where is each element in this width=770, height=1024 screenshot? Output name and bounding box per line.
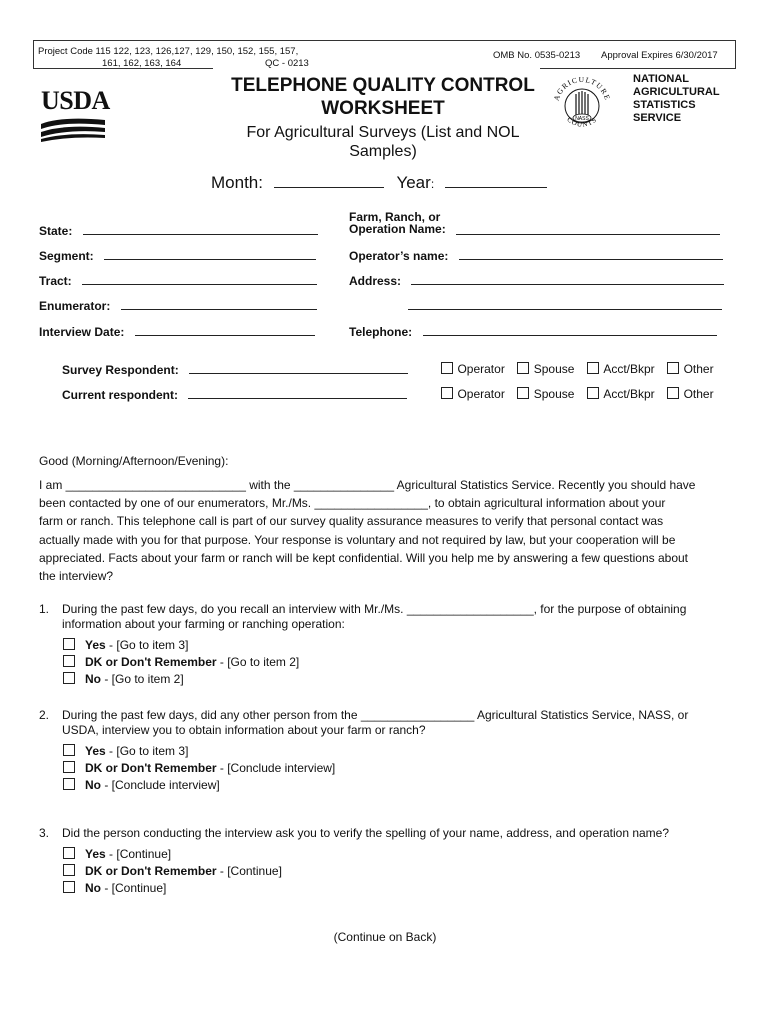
month-label: Month:: [211, 173, 263, 192]
answer-bold: DK or Don't Remember: [85, 864, 217, 878]
address-row: [349, 272, 724, 290]
farm-name-field[interactable]: [456, 224, 720, 235]
current-respondent-field[interactable]: [188, 388, 407, 399]
intro-line: farm or ranch. This telephone call is part of our survey quality assurance measures to verify that personal contact was: [39, 514, 664, 529]
current-respondent-row: [62, 386, 407, 404]
omb-number: OMB No. 0535-0213: [493, 50, 581, 61]
form-subtitle-line2: Samples): [349, 143, 417, 160]
header-box-bottom-right-edge: [540, 68, 735, 69]
enumerator-field[interactable]: [121, 299, 317, 310]
survey-respondent-row: [62, 361, 408, 379]
survey-respondent-label: Survey Respondent:: [62, 363, 179, 377]
interview-date-field[interactable]: [135, 325, 315, 336]
farm-name-label: [349, 211, 446, 235]
nass-seal-center-text: NASS: [575, 116, 589, 122]
month-field[interactable]: [274, 173, 384, 188]
current-respondent-label: Current respondent:: [62, 388, 179, 402]
answer-bold: Yes: [85, 744, 106, 758]
operator-name-row: [349, 247, 723, 265]
answer-instruction: - [Continue]: [105, 847, 172, 861]
tract-field[interactable]: [82, 274, 317, 285]
option-label: Operator: [457, 387, 505, 401]
question-text-line: Did the person conducting the interview ask you to verify the spelling of your name, address, and operation name?: [62, 826, 670, 840]
answer-option[interactable]: [63, 760, 335, 777]
option-label: Acct/Bkpr: [603, 387, 655, 401]
intro-line: appreciated. Facts about your farm or ranch will be kept confidential. Will you help me by answering a few questions about: [39, 550, 689, 565]
current-respondent-options: [441, 385, 722, 403]
question-2-answers: [63, 743, 335, 794]
continue-on-back: (Continue on Back): [333, 930, 437, 944]
form-title-line2: WORKSHEET: [321, 98, 445, 119]
question-text: [62, 708, 734, 738]
option-label: Spouse: [533, 362, 575, 376]
answer-option[interactable]: [63, 880, 282, 897]
form-subtitle-line1: For Agricultural Surveys (List and NOL: [246, 124, 520, 141]
usda-logo-swoosh: [41, 116, 105, 142]
agency-line3: STATISTICS: [633, 99, 696, 111]
question-text-line: During the past few days, did any other person from the _________________ Agricultural Statistics Service, NASS, or: [62, 708, 689, 722]
current-other-checkbox[interactable]: [667, 387, 679, 399]
question-number: 1.: [39, 602, 50, 616]
usda-logo: [41, 88, 110, 142]
answer-instruction: - [Go to item 3]: [105, 638, 189, 652]
current-spouse-checkbox[interactable]: [517, 387, 529, 399]
answer-option[interactable]: [63, 846, 282, 863]
answer-instruction: - [Go to item 2]: [216, 655, 300, 669]
segment-field[interactable]: [104, 249, 316, 260]
answer-bold: DK or Don't Remember: [85, 761, 217, 775]
segment-row: [39, 247, 316, 265]
intro-line: I am ___________________________ with the _______________ Agricultural Statistics Service. Recently you should have: [39, 478, 696, 492]
answer-instruction: - [Continue]: [101, 881, 167, 895]
option-label: Other: [683, 387, 714, 401]
answer-checkbox[interactable]: [63, 847, 75, 859]
question-number: 3.: [39, 826, 50, 840]
address-label: Address:: [349, 274, 402, 288]
address-field[interactable]: [411, 274, 724, 285]
option-label: Acct/Bkpr: [603, 362, 655, 376]
answer-checkbox[interactable]: [63, 761, 75, 773]
state-row: [39, 222, 318, 240]
farm-name-label-line2: Operation Name:: [349, 222, 446, 236]
option-label: Operator: [457, 362, 505, 376]
answer-bold: Yes: [85, 847, 106, 861]
year-colon: :: [430, 177, 435, 191]
answer-checkbox[interactable]: [63, 655, 75, 667]
answer-instruction: - [Conclude interview]: [216, 761, 336, 775]
answer-option[interactable]: [63, 671, 299, 688]
enumerator-row: [39, 297, 317, 315]
project-code-line1: Project Code 115 122, 123, 126,127, 129, 150, 152, 155, 157,: [38, 46, 299, 57]
tract-row: [39, 272, 317, 290]
current-acct-bkpr-checkbox[interactable]: [587, 387, 599, 399]
answer-bold: DK or Don't Remember: [85, 655, 217, 669]
intro-line: the interview?: [39, 569, 114, 584]
answer-instruction: - [Conclude interview]: [101, 778, 220, 792]
telephone-label: Telephone:: [349, 325, 413, 339]
agency-line2: AGRICULTURAL: [633, 86, 720, 98]
farm-name-label-line1: Farm, Ranch, or: [349, 210, 441, 224]
survey-respondent-field[interactable]: [189, 363, 408, 374]
agency-name: [633, 73, 720, 125]
answer-checkbox[interactable]: [63, 864, 75, 876]
answer-instruction: - [Continue]: [216, 864, 282, 878]
answer-checkbox[interactable]: [63, 638, 75, 650]
operator-name-field[interactable]: [459, 249, 723, 260]
interview-date-label: Interview Date:: [39, 325, 125, 339]
agency-line4: SERVICE: [633, 112, 682, 124]
telephone-field[interactable]: [423, 325, 717, 336]
question-text-line: During the past few days, do you recall an interview with Mr./Ms. ___________________, for the purpose of obtaining: [62, 602, 687, 616]
survey-spouse-checkbox[interactable]: [517, 362, 529, 374]
state-label: State:: [39, 224, 73, 238]
question-text: [62, 826, 734, 841]
answer-instruction: - [Go to item 3]: [105, 744, 189, 758]
option-label: Spouse: [533, 387, 575, 401]
answer-bold: No: [85, 881, 101, 895]
nass-seal-bottom-text: COUNTS: [565, 115, 599, 129]
month-year-row: [211, 173, 547, 193]
interview-date-row: [39, 323, 315, 341]
survey-respondent-options: [441, 360, 722, 378]
answer-checkbox[interactable]: [63, 881, 75, 893]
answer-instruction: - [Go to item 2]: [101, 672, 184, 686]
operator-name-label: Operator’s name:: [349, 249, 449, 263]
survey-operator-checkbox[interactable]: [441, 362, 453, 374]
option-label: Other: [683, 362, 714, 376]
year-label: Year: [396, 173, 431, 192]
answer-bold: No: [85, 672, 101, 686]
tract-label: Tract:: [39, 274, 72, 288]
nass-seal: [548, 72, 616, 140]
answer-bold: No: [85, 778, 101, 792]
survey-acct-bkpr-checkbox[interactable]: [587, 362, 599, 374]
answer-option[interactable]: [63, 743, 335, 760]
usda-logo-text: USDA: [41, 86, 110, 115]
telephone-row: [349, 323, 717, 341]
address-field-line2[interactable]: [408, 299, 722, 310]
question-number: 2.: [39, 708, 50, 722]
survey-other-checkbox[interactable]: [667, 362, 679, 374]
answer-bold: Yes: [85, 638, 106, 652]
question-text: [62, 602, 734, 632]
answer-option[interactable]: [63, 777, 335, 794]
question-1-answers: [63, 637, 299, 688]
question-text-line: information about your farming or ranching operation:: [62, 617, 345, 631]
state-field[interactable]: [83, 224, 318, 235]
intro-line: been contacted by one of our enumerators, Mr./Ms. _________________, to obtain agricultural information about your: [39, 496, 666, 511]
answer-option[interactable]: [63, 863, 282, 880]
question-text-line: USDA, interview you to obtain information about your farm or ranch?: [62, 723, 426, 737]
qc-code: QC - 0213: [265, 58, 309, 69]
answer-checkbox[interactable]: [63, 672, 75, 684]
intro-paragraph: [39, 476, 734, 585]
greeting: Good (Morning/Afternoon/Evening):: [39, 454, 229, 468]
current-operator-checkbox[interactable]: [441, 387, 453, 399]
year-field[interactable]: [445, 173, 547, 188]
enumerator-label: Enumerator:: [39, 299, 111, 313]
form-title-line1: TELEPHONE QUALITY CONTROL: [231, 75, 535, 96]
answer-option[interactable]: [63, 654, 299, 671]
nass-seal-top-text: AGRICULTURE: [551, 74, 613, 102]
answer-option[interactable]: [63, 637, 299, 654]
intro-line: actually made with you for that purpose. Your response is voluntary and not required by law, but your cooperation will be: [39, 532, 676, 547]
project-code-line2: 161, 162, 163, 164: [102, 58, 182, 69]
segment-label: Segment:: [39, 249, 94, 263]
answer-checkbox[interactable]: [63, 744, 75, 756]
question-3-answers: [63, 846, 282, 897]
agency-line1: NATIONAL: [633, 73, 690, 85]
answer-checkbox[interactable]: [63, 778, 75, 790]
approval-expires: Approval Expires 6/30/2017: [601, 50, 718, 61]
